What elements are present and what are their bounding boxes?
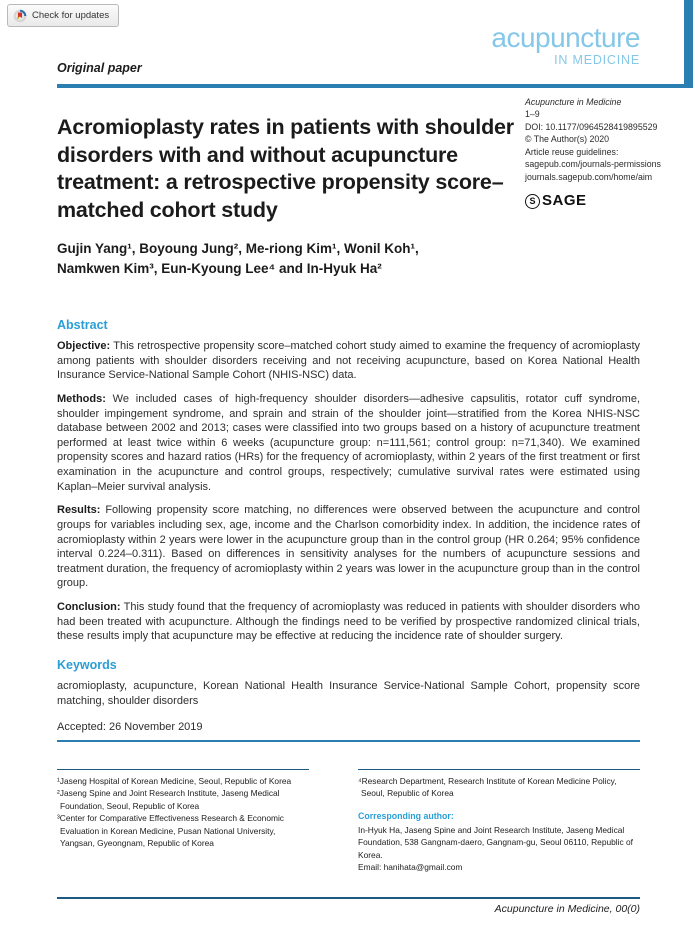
- affiliations-right-column: [358, 769, 640, 874]
- sage-circle-s-icon: S: [525, 194, 540, 209]
- permissions-link[interactable]: sagepub.com/journals-permissions: [525, 159, 661, 170]
- keywords-section: [57, 658, 640, 709]
- affiliation-2: ²Jaseng Spine and Joint Research Institute, Jaseng Medical Foundation, Seoul, Republic of Korea: [57, 788, 280, 811]
- abstract-objective: [57, 339, 640, 383]
- journal-logo-subtitle: IN MEDICINE: [554, 53, 640, 67]
- footer-rule: [57, 897, 640, 899]
- keywords-heading: Keywords: [57, 657, 117, 672]
- footnote-divider-rule: [57, 740, 640, 742]
- abstract-objective-text: This retrospective propensity score–matched cohort study aimed to examine the frequency of acromioplasty among patients with shoulder disorders receiving and not receiving acupuncture, based on Korea National Health Insurance Service-National Sample Cohort (NHIS-NSC) data.: [57, 340, 640, 382]
- affiliation-1: ¹Jaseng Hospital of Korean Medicine, Seoul, Republic of Korea: [57, 776, 292, 786]
- abstract-results-label: Results:: [57, 504, 101, 517]
- corresponding-author-heading: Corresponding author:: [358, 810, 454, 821]
- meta-page-range: 1–9: [525, 109, 540, 120]
- article-metadata: [525, 96, 687, 212]
- author-line-2: Namkwen Kim³, Eun-Kyoung Lee⁴ and In-Hyuk Ha²: [57, 261, 382, 277]
- journal-home-link[interactable]: journals.sagepub.com/home/aim: [525, 171, 653, 182]
- meta-journal-name: Acupuncture in Medicine: [525, 97, 622, 107]
- sage-wordmark: SAGE: [542, 192, 587, 210]
- keywords-text: acromioplasty, acupuncture, Korean National Health Insurance Service-National Sample Cohort, propensity score matching, shoulder disorders: [57, 679, 640, 707]
- abstract-methods: [57, 392, 640, 494]
- meta-copyright: © The Author(s) 2020: [525, 134, 610, 145]
- header-rule: [57, 84, 693, 88]
- affiliations-left-column: [57, 769, 309, 850]
- sage-logo: [525, 190, 687, 211]
- abstract-results-text: Following propensity score matching, no differences were observed between the acupuncture and control groups for variables including sex, age, income and the Charlson comorbidity index. In addition, the incidence rates of acromioplasty within 2 years were lower in the acupuncture group than in the control group (HR 0.264; 95% confidence interval 0.224–0.311). Based on differences in sensitivity analyses for the numbers of acupuncture sessions and treatment duration, the frequency of acromioplasty within 2 years was lower in the acupuncture group than in the control group.: [57, 504, 640, 590]
- meta-doi: DOI: 10.1177/0964528419895529: [525, 121, 658, 132]
- header-vertical-bar: [684, 0, 693, 88]
- author-list: [57, 239, 557, 280]
- abstract-conclusion-text: This study found that the frequency of acromioplasty was reduced in patients with shoulder disorders who had been treated with acupuncture. Although the findings need to be verified by prospective randomized clinical trials, these results imply that acupuncture may be effective at reducing the incidence rate of shoulder surgery.: [57, 601, 640, 643]
- abstract-heading: Abstract: [57, 318, 108, 332]
- abstract-section: [57, 318, 640, 733]
- crossmark-icon: [13, 9, 27, 23]
- journal-logo: [491, 24, 640, 67]
- meta-reuse-label: Article reuse guidelines:: [525, 146, 619, 157]
- accepted-date: Accepted: 26 November 2019: [57, 720, 203, 733]
- abstract-results: [57, 503, 640, 591]
- affiliation-4: ⁴Research Department, Research Institute of Korean Medicine Policy, Seoul, Republic of Korea: [358, 776, 617, 799]
- abstract-methods-text: We included cases of high-frequency shoulder disorders—adhesive capsulitis, rotator cuff syndrome, shoulder impingement syndrome, and sprain and strain of the shoulder joint—stratified from the Korea NHIS-NSC database between 2002 and 2013; cases were classified into two groups based on a history of acupuncture treatment performed at least twice within 6 weeks (acupuncture group: n=111,561; control group: n=71,340). We examined propensity scores and hazard ratios (HRs) for the frequency of acromioplasty, within 2 years of the first treatment or first examination in the acupuncture and control groups, respectively; cumulative survival rates were estimated using Kaplan–Meier survival analysis.: [57, 392, 640, 493]
- corresponding-author-email[interactable]: Email: hanihata@gmail.com: [358, 862, 463, 873]
- corresponding-author-address: In-Hyuk Ha, Jaseng Spine and Joint Research Institute, Jaseng Medical Foundation, 538 Gangnam-daero, Gangnam-gu, Seoul 06110, Republic of Korea.: [358, 824, 634, 860]
- article-title: Acromioplasty rates in patients with shoulder disorders with and without acupuncture treatment: a retrospective propensity score–matched cohort study: [57, 115, 514, 222]
- section-label: Original paper: [57, 61, 142, 75]
- abstract-objective-label: Objective:: [57, 340, 111, 352]
- abstract-conclusion-label: Conclusion:: [57, 601, 121, 613]
- running-footer: Acupuncture in Medicine, 00(0): [494, 903, 640, 915]
- abstract-conclusion: [57, 600, 640, 644]
- check-for-updates-button[interactable]: [7, 4, 119, 27]
- journal-logo-name: acupuncture: [491, 22, 640, 53]
- author-line-1: Gujin Yang¹, Boyoung Jung², Me-riong Kim¹, Wonil Koh¹,: [57, 241, 419, 256]
- abstract-methods-label: Methods:: [57, 392, 106, 405]
- affiliation-3: ³Center for Comparative Effectiveness Research & Economic Evaluation in Korean Medicine, Pusan National University, Yangsan, Gyeongnam, Republic of Korea: [57, 813, 284, 849]
- check-for-updates-label: Check for updates: [32, 10, 110, 21]
